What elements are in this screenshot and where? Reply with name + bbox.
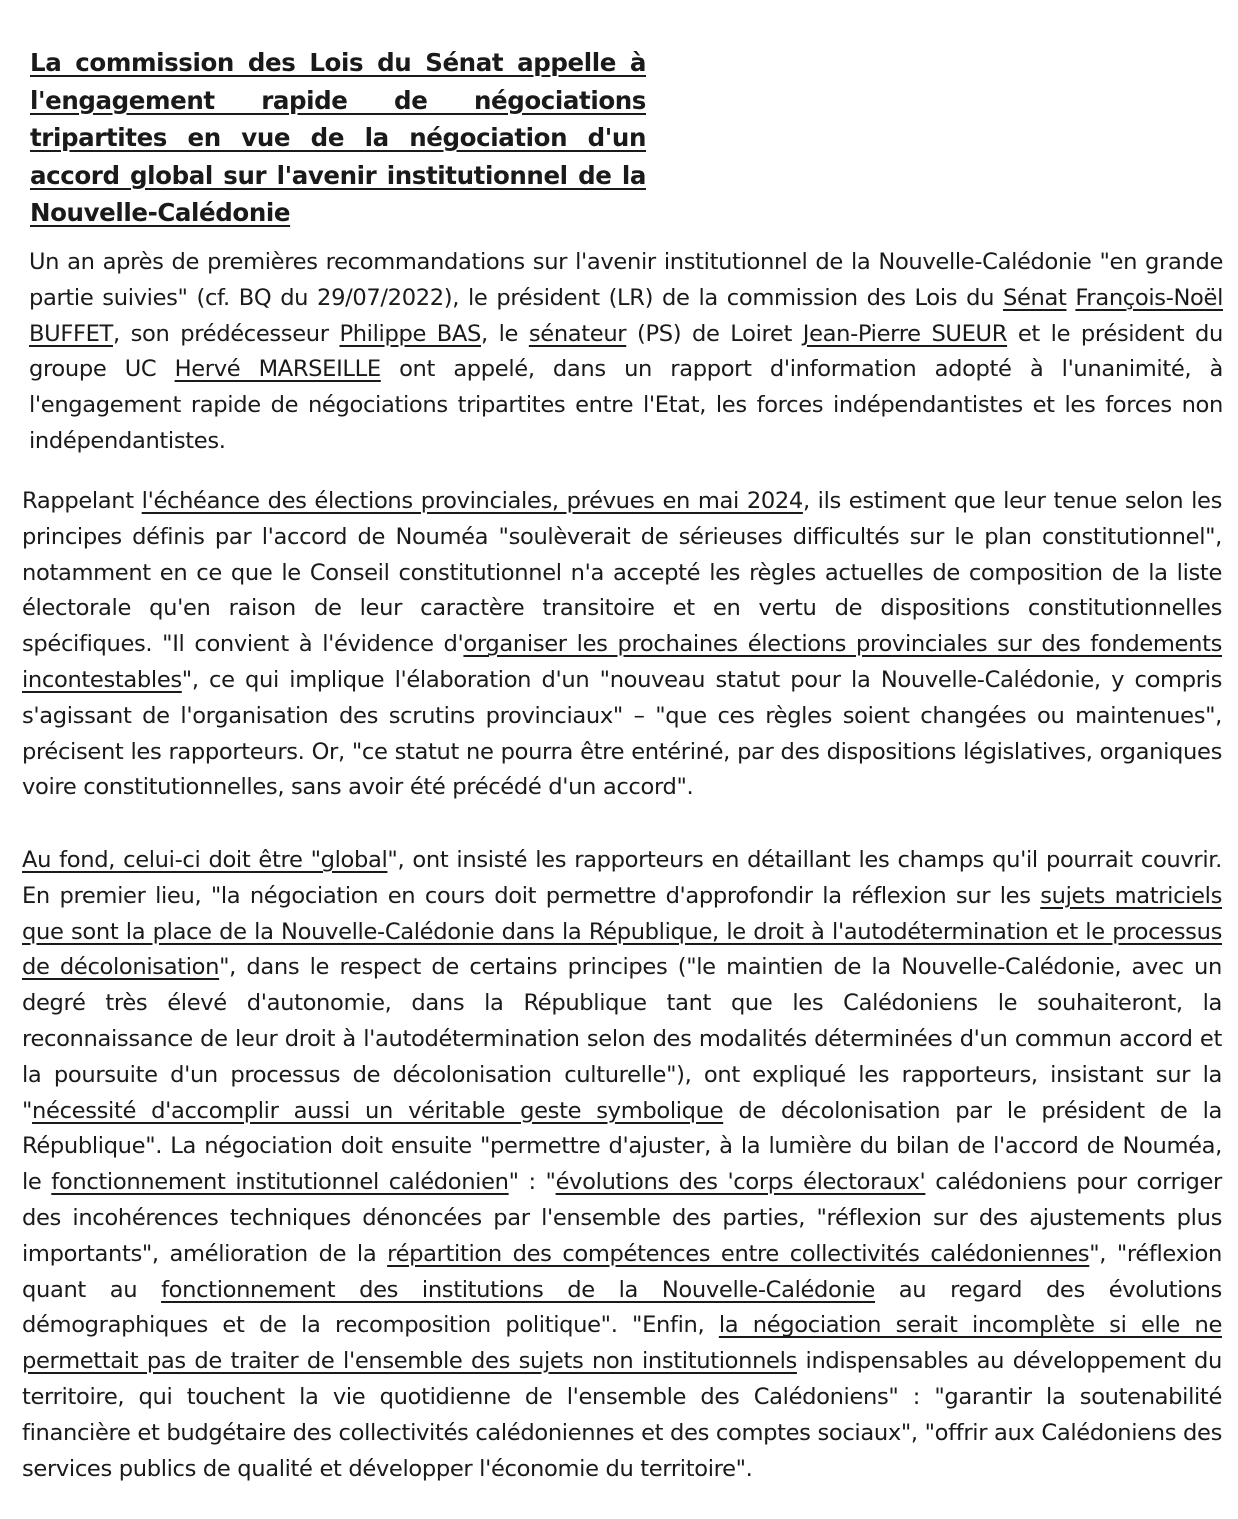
paragraph-3 <box>22 843 1222 1487</box>
text-segment: (PS) de Loiret <box>626 320 803 347</box>
text-segment: , son prédécesseur <box>113 320 340 347</box>
text-segment: ont appelé, dans un rapport d'information adopté à l'unanimité, à l'engagement rapide de négociations tripartites entre l'Etat, les forces indépendantistes et les forces non indépendantistes. <box>29 356 1224 454</box>
underlined-phrase: sujets matriciels que sont la place de la Nouvelle-Calédonie dans la République, le droit à l'autodétermination et le processus de décolonisation <box>22 882 1222 981</box>
article-headline: La commission des Lois du Sénat appelle à l'engagement rapide de négociations tripartites en vue de la négociation d'un accord global sur l'avenir institutionnel de la Nouvelle-Calédonie <box>30 48 646 227</box>
paragraph-1 <box>29 245 1223 460</box>
underlined-phrase: la négociation serait incomplète si elle ne permettait pas de traiter de l'ensemble des sujets non institutionnels <box>22 1312 1222 1375</box>
underlined-phrase: Jean-Pierre SUEUR <box>802 320 1008 347</box>
underlined-phrase: Au fond, celui-ci doit être "global <box>22 847 388 873</box>
underlined-phrase: François-Noël BUFFET <box>29 284 1223 347</box>
text-segment: , le <box>481 320 529 347</box>
underlined-phrase: l'échéance des élections provinciales, prévues en mai 2024 <box>141 488 803 514</box>
text-segment: indispensables au développement du territoire, qui touchent la vie quotidienne de l'ensemble des Calédoniens" : "garantir la soutenabilité financière et budgétaire des collectivités calédoniennes et des comptes sociaux", "offrir aux Calédoniens des services publics de qualité et développer l'économie du territoire". <box>22 1348 1222 1482</box>
text-segment: ", dans le respect de certains principes ("le maintien de la Nouvelle-Calédonie, avec un degré très élevé d'autonomie, dans la République tant que les Calédoniens le souhaiteront, la reconnaissance de leur droit à l'autodétermination selon des modalités déterminées d'un commun accord et la poursuite d'un processus de décolonisation culturelle"), ont expliqué les rapporteurs, insistant sur la " <box>22 954 1222 1124</box>
underlined-phrase: fonctionnement institutionnel calédonien <box>51 1169 509 1196</box>
text-segment: Un an après de premières recommandations sur l'avenir institutionnel de la Nouvelle-Calédonie "en grande partie suivies" (cf. BQ du 29/07/2022), le président (LR) de la commission des Lois du <box>29 249 1223 311</box>
text-segment: et le président du groupe UC <box>29 320 1223 383</box>
text-segment: Rappelant <box>22 488 142 514</box>
paragraph-2 <box>22 484 1222 806</box>
underlined-phrase: Sénat <box>1002 284 1067 311</box>
text-segment: au regard des évolutions démographiques et de la recomposition politique". "Enfin, <box>22 1276 1222 1339</box>
text-segment: ", "réflexion quant au <box>22 1240 1222 1303</box>
text-segment: ", ont insisté les rapporteurs en détaillant les champs qu'il pourrait couvrir. En premier lieu, "la négociation en cours doit permettre d'approfondir la réflexion sur les <box>22 847 1222 909</box>
underlined-phrase: sénateur <box>528 320 627 347</box>
text-segment: , ils estiment que leur tenue selon les principes définis par l'accord de Nouméa "soulèverait de sérieuses difficultés sur le plan constitutionnel", notamment en ce que le Conseil constitutionnel n'a accepté les règles actuelles de composition de la liste électorale qu'en raison de leur caractère transitoire et en vertu de dispositions constitutionnelles spécifiques. "Il convient à l'évidence d' <box>22 488 1223 658</box>
text-segment: ", ce qui implique l'élaboration d'un "nouveau statut pour la Nouvelle-Calédonie, y compris s'agissant de l'organisation des scrutins provinciaux" – "que ces règles soient changées ou maintenues", précisent les rapporteurs. Or, "ce statut ne pourra être entériné, par des dispositions législatives, organiques voire constitutionnelles, sans avoir été précédé d'un accord". <box>22 666 1222 801</box>
underlined-phrase: Philippe BAS <box>339 320 482 347</box>
underlined-phrase: organiser les prochaines élections provinciales sur des fondements incontestables <box>22 631 1222 693</box>
text-segment: de décolonisation par le président de la République". La négociation doit ensuite "permettre d'ajuster, à la lumière du bilan de l'accord de Nouméa, le <box>22 1097 1222 1196</box>
underlined-phrase: évolutions des 'corps électoraux' <box>555 1169 926 1196</box>
text-segment: " : " <box>508 1169 556 1196</box>
underlined-phrase: fonctionnement des institutions de la Nouvelle-Calédonie <box>161 1276 875 1303</box>
underlined-phrase: répartition des compétences entre collectivités calédoniennes <box>387 1240 1090 1267</box>
underlined-phrase: Hervé MARSEILLE <box>174 356 381 383</box>
text-segment: calédoniens pour corriger des incohérences techniques dénoncées par l'ensemble des parties, "réflexion sur des ajustements plus importants", amélioration de la <box>22 1169 1222 1267</box>
underlined-phrase: nécessité d'accomplir aussi un véritable geste symbolique <box>32 1097 724 1124</box>
